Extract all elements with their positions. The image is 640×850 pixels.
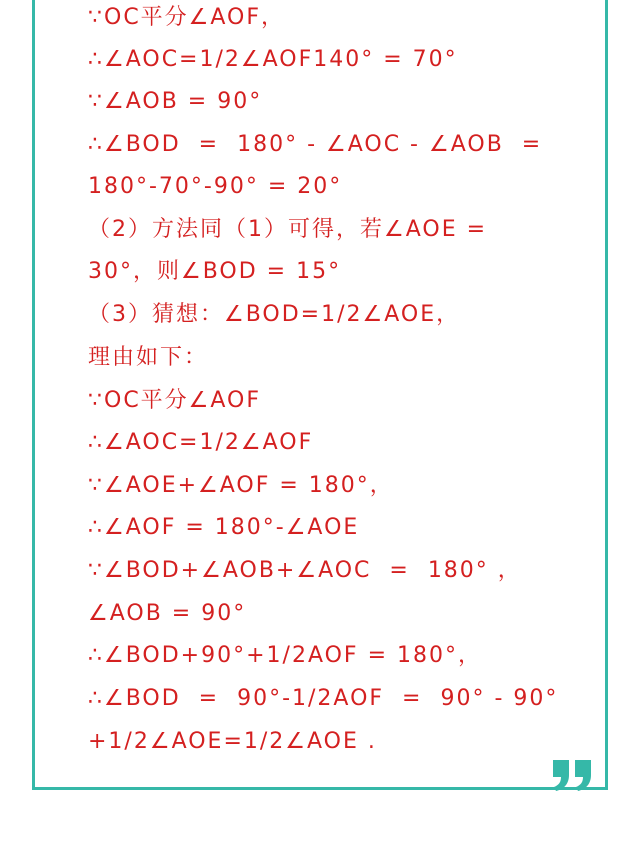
solution-line: ∵∠AOB = 90°	[88, 89, 263, 114]
solution-line: ∴∠AOF = 180°-∠AOE	[88, 515, 360, 540]
solution-line: 180°-70°-90° = 20°	[88, 174, 343, 199]
solution-line: ∴∠BOD = 180° - ∠AOC - ∠AOB =	[88, 132, 543, 157]
solution-line: （3）猜想：∠BOD=1/2∠AOE，	[88, 302, 461, 327]
solution-line: ∴∠BOD = 90°-1/2AOF = 90° - 90°	[88, 686, 559, 711]
solution-line: ∵∠AOE+∠AOF = 180°，	[88, 473, 394, 498]
solution-line: ∵OC平分∠AOF，	[88, 5, 286, 30]
solution-line: ∵OC平分∠AOF	[88, 388, 262, 413]
solution-line: ∵∠BOD+∠AOB+∠AOC = 180° ，	[88, 558, 522, 583]
closing-quote-icon	[552, 758, 594, 792]
solution-line: 理由如下：	[88, 345, 209, 370]
solution-line: （2）方法同（1）可得，若∠AOE =	[88, 217, 488, 242]
solution-line: +1/2∠AOE=1/2∠AOE .	[88, 729, 377, 754]
solution-line: 30°，则∠BOD = 15°	[88, 259, 342, 284]
solution-line: ∴∠AOC=1/2∠AOF	[88, 430, 314, 455]
solution-line: ∠AOB = 90°	[88, 601, 247, 626]
solution-line: ∴∠AOC=1/2∠AOF140° = 70°	[88, 47, 458, 72]
solution-line: ∴∠BOD+90°+1/2AOF = 180°，	[88, 643, 482, 668]
